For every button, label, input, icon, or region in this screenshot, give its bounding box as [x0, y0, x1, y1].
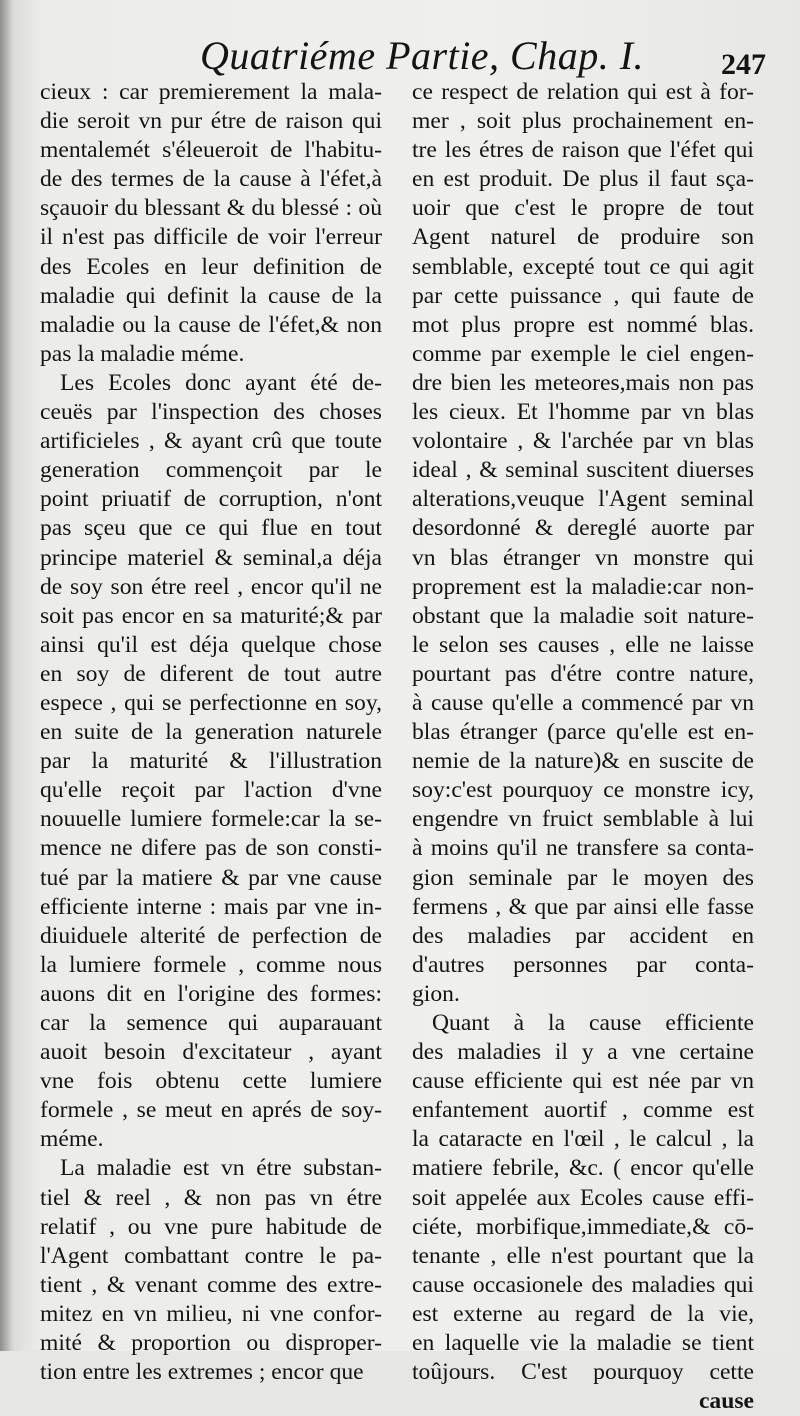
text-line: il n'est pas difficile de voir l'erreur	[40, 224, 382, 251]
text-line: d'autres personnes par conta-	[412, 951, 754, 978]
text-line: dre bien les meteores,mais non pas	[412, 369, 754, 396]
running-head	[0, 22, 800, 82]
text-line: mentalemét s'éleueroit de l'habitu-	[40, 137, 382, 164]
text-line: vn blas étranger vn monstre qui	[412, 544, 754, 571]
text-line: Agent naturel de produire son	[412, 224, 754, 251]
text-line: soit pas encor en sa maturité;& par	[40, 602, 382, 629]
text-line: La maladie est vn étre substan-	[60, 1155, 382, 1182]
text-line: Quant à la cause efficiente	[432, 1010, 754, 1036]
text-line: proprement est la maladie:car non-	[412, 573, 754, 600]
text-line: tué par la matiere & par vne cause	[40, 864, 382, 891]
page-number: 247	[721, 48, 766, 81]
text-line: ciéte, morbifique,immediate,& cō-	[412, 1213, 754, 1240]
text-line: pourtant pas d'étre contre nature,	[412, 660, 754, 687]
text-line: car la semence qui auparauant	[40, 1010, 382, 1036]
text-line: pas sçeu que ce qui flue en tout	[40, 515, 382, 542]
text-line: cieux : car premierement la mala-	[40, 79, 382, 105]
text-line: efficiente interne : mais par vne in-	[40, 893, 382, 920]
text-line: blas étranger (parce qu'elle est en-	[412, 719, 754, 746]
text-line: mer , soit plus prochainement en-	[412, 108, 754, 135]
text-line: fermens , & que par ainsi elle fasse	[412, 893, 754, 920]
text-line: Les Ecoles donc ayant été de-	[60, 369, 382, 396]
text-line: par cette puissance , qui faute de	[412, 282, 754, 309]
text-line: uoir que c'est le propre de tout	[412, 195, 754, 222]
text-line: auoit besoin d'excitateur , ayant	[40, 1039, 382, 1066]
text-line: mence ne difere pas de son consti-	[40, 835, 382, 862]
text-line: artificieles , & ayant crû que toute	[40, 428, 382, 455]
text-line: l'Agent combattant contre le pa-	[40, 1242, 382, 1269]
text-line: obstant que la maladie soit nature-	[412, 602, 754, 629]
gutter-shadow	[0, 0, 14, 1351]
text-line: espece , qui se perfectionne en soy,	[40, 689, 382, 716]
text-line: mitez en vn milieu, ni vne confor-	[40, 1300, 382, 1327]
text-line: soy:c'est pourquoy ce monstre icy,	[412, 777, 754, 804]
text-line: ceuës par l'inspection des choses	[40, 399, 382, 426]
text-line: cause	[698, 1388, 754, 1415]
text-line: maladie ou la cause de l'éfet,& non	[40, 311, 382, 338]
text-line: nemie de la nature)& en suscite de	[412, 748, 754, 775]
text-line: engendre vn fruict semblable à lui	[412, 806, 754, 833]
text-line: tiel & reel , & non pas vn étre	[40, 1184, 382, 1211]
text-line: toûjours. C'est pourquoy cette	[412, 1359, 754, 1386]
text-line: ce respect de relation qui est à for-	[412, 79, 754, 105]
text-line: pas la maladie méme.	[40, 340, 245, 367]
text-line: de soy son étre reel , encor qu'il ne	[40, 573, 382, 600]
text-line: nouuelle lumiere formele:car la se-	[40, 806, 382, 833]
text-line: sçauoir du blessant & du blessé : où	[40, 195, 382, 222]
text-line: cause efficiente qui est née par vn	[412, 1068, 754, 1095]
text-line: des maladies par accident en	[412, 922, 754, 949]
text-line: en laquelle vie la maladie se tient	[412, 1330, 754, 1357]
text-line: en suite de la generation naturele	[40, 719, 382, 746]
text-line: la cataracte en l'œil , le calcul , la	[412, 1126, 754, 1153]
text-line: volontaire , & l'archée par vn blas	[412, 428, 754, 455]
text-line: matiere febrile, &c. ( encor qu'elle	[412, 1155, 754, 1182]
text-line: cause occasionele des maladies qui	[412, 1271, 754, 1298]
text-line: tion entre les extremes ; encor que	[40, 1359, 364, 1386]
text-line: le selon ses causes , elle ne laisse	[412, 631, 754, 658]
text-line: soit appelée aux Ecoles cause effi-	[412, 1184, 754, 1211]
text-line: principe materiel & seminal,a déja	[40, 544, 382, 571]
text-line: gion seminale par le moyen des	[412, 864, 754, 891]
text-line: formele , se meut en aprés de soy-	[40, 1097, 382, 1124]
text-line: de des termes de la cause à l'éfet,à	[40, 166, 382, 193]
text-line: point priuatif de corruption, n'ont	[40, 486, 382, 513]
text-line: gion.	[412, 980, 460, 1007]
text-line: auons dit en l'origine des formes:	[40, 980, 382, 1007]
text-column-left	[40, 78, 382, 1387]
text-line: qu'elle reçoit par l'action d'vne	[40, 777, 382, 804]
text-line: la lumiere formele , comme nous	[40, 951, 382, 978]
text-line: à cause qu'elle a commencé par vn	[412, 689, 754, 716]
text-line: mot plus propre est nommé blas.	[412, 311, 754, 338]
text-line: ainsi qu'il est déja quelque chose	[40, 631, 382, 658]
text-line: en soy de diferent de tout autre	[40, 660, 382, 687]
text-line: mité & proportion ou disproper-	[40, 1330, 382, 1357]
text-line: vne fois obtenu cette lumiere	[40, 1068, 382, 1095]
text-column-right	[412, 78, 754, 1416]
text-line: alterations,veuque l'Agent seminal	[412, 486, 754, 513]
text-line: à moins qu'il ne transfere sa conta-	[412, 835, 754, 862]
text-line: méme.	[40, 1126, 104, 1153]
text-line: desordonné & dereglé auorte par	[412, 515, 754, 542]
text-line: comme par exemple le ciel engen-	[412, 340, 754, 367]
text-line: die seroit vn pur étre de raison qui	[40, 108, 382, 135]
text-line: ideal , & seminal suscitent diuerses	[412, 457, 754, 484]
text-line: tenante , elle n'est pourtant que la	[412, 1242, 754, 1269]
text-line: tre les étres de raison que l'éfet qui	[412, 137, 754, 164]
text-line: les cieux. Et l'homme par vn blas	[412, 399, 754, 426]
text-line: maladie qui definit la cause de la	[40, 282, 382, 309]
text-line: des Ecoles en leur definition de	[40, 253, 382, 280]
text-line: relatif , ou vne pure habitude de	[40, 1213, 382, 1240]
running-title: Quatriéme Partie, Chap. I.	[200, 33, 645, 78]
text-line: par la maturité & l'illustration	[40, 748, 382, 775]
text-line: des maladies il y a vne certaine	[412, 1039, 754, 1066]
text-line: en est produit. De plus il faut sça-	[412, 166, 754, 193]
text-line: generation commençoit par le	[40, 457, 382, 484]
text-line: tient , & venant comme des extre-	[40, 1271, 382, 1298]
text-line: diuiduele alterité de perfection de	[40, 922, 382, 949]
text-line: est externe au regard de la vie,	[412, 1300, 754, 1327]
text-line: semblable, excepté tout ce qui agit	[412, 253, 754, 280]
text-line: enfantement auortif , comme est	[412, 1097, 754, 1124]
